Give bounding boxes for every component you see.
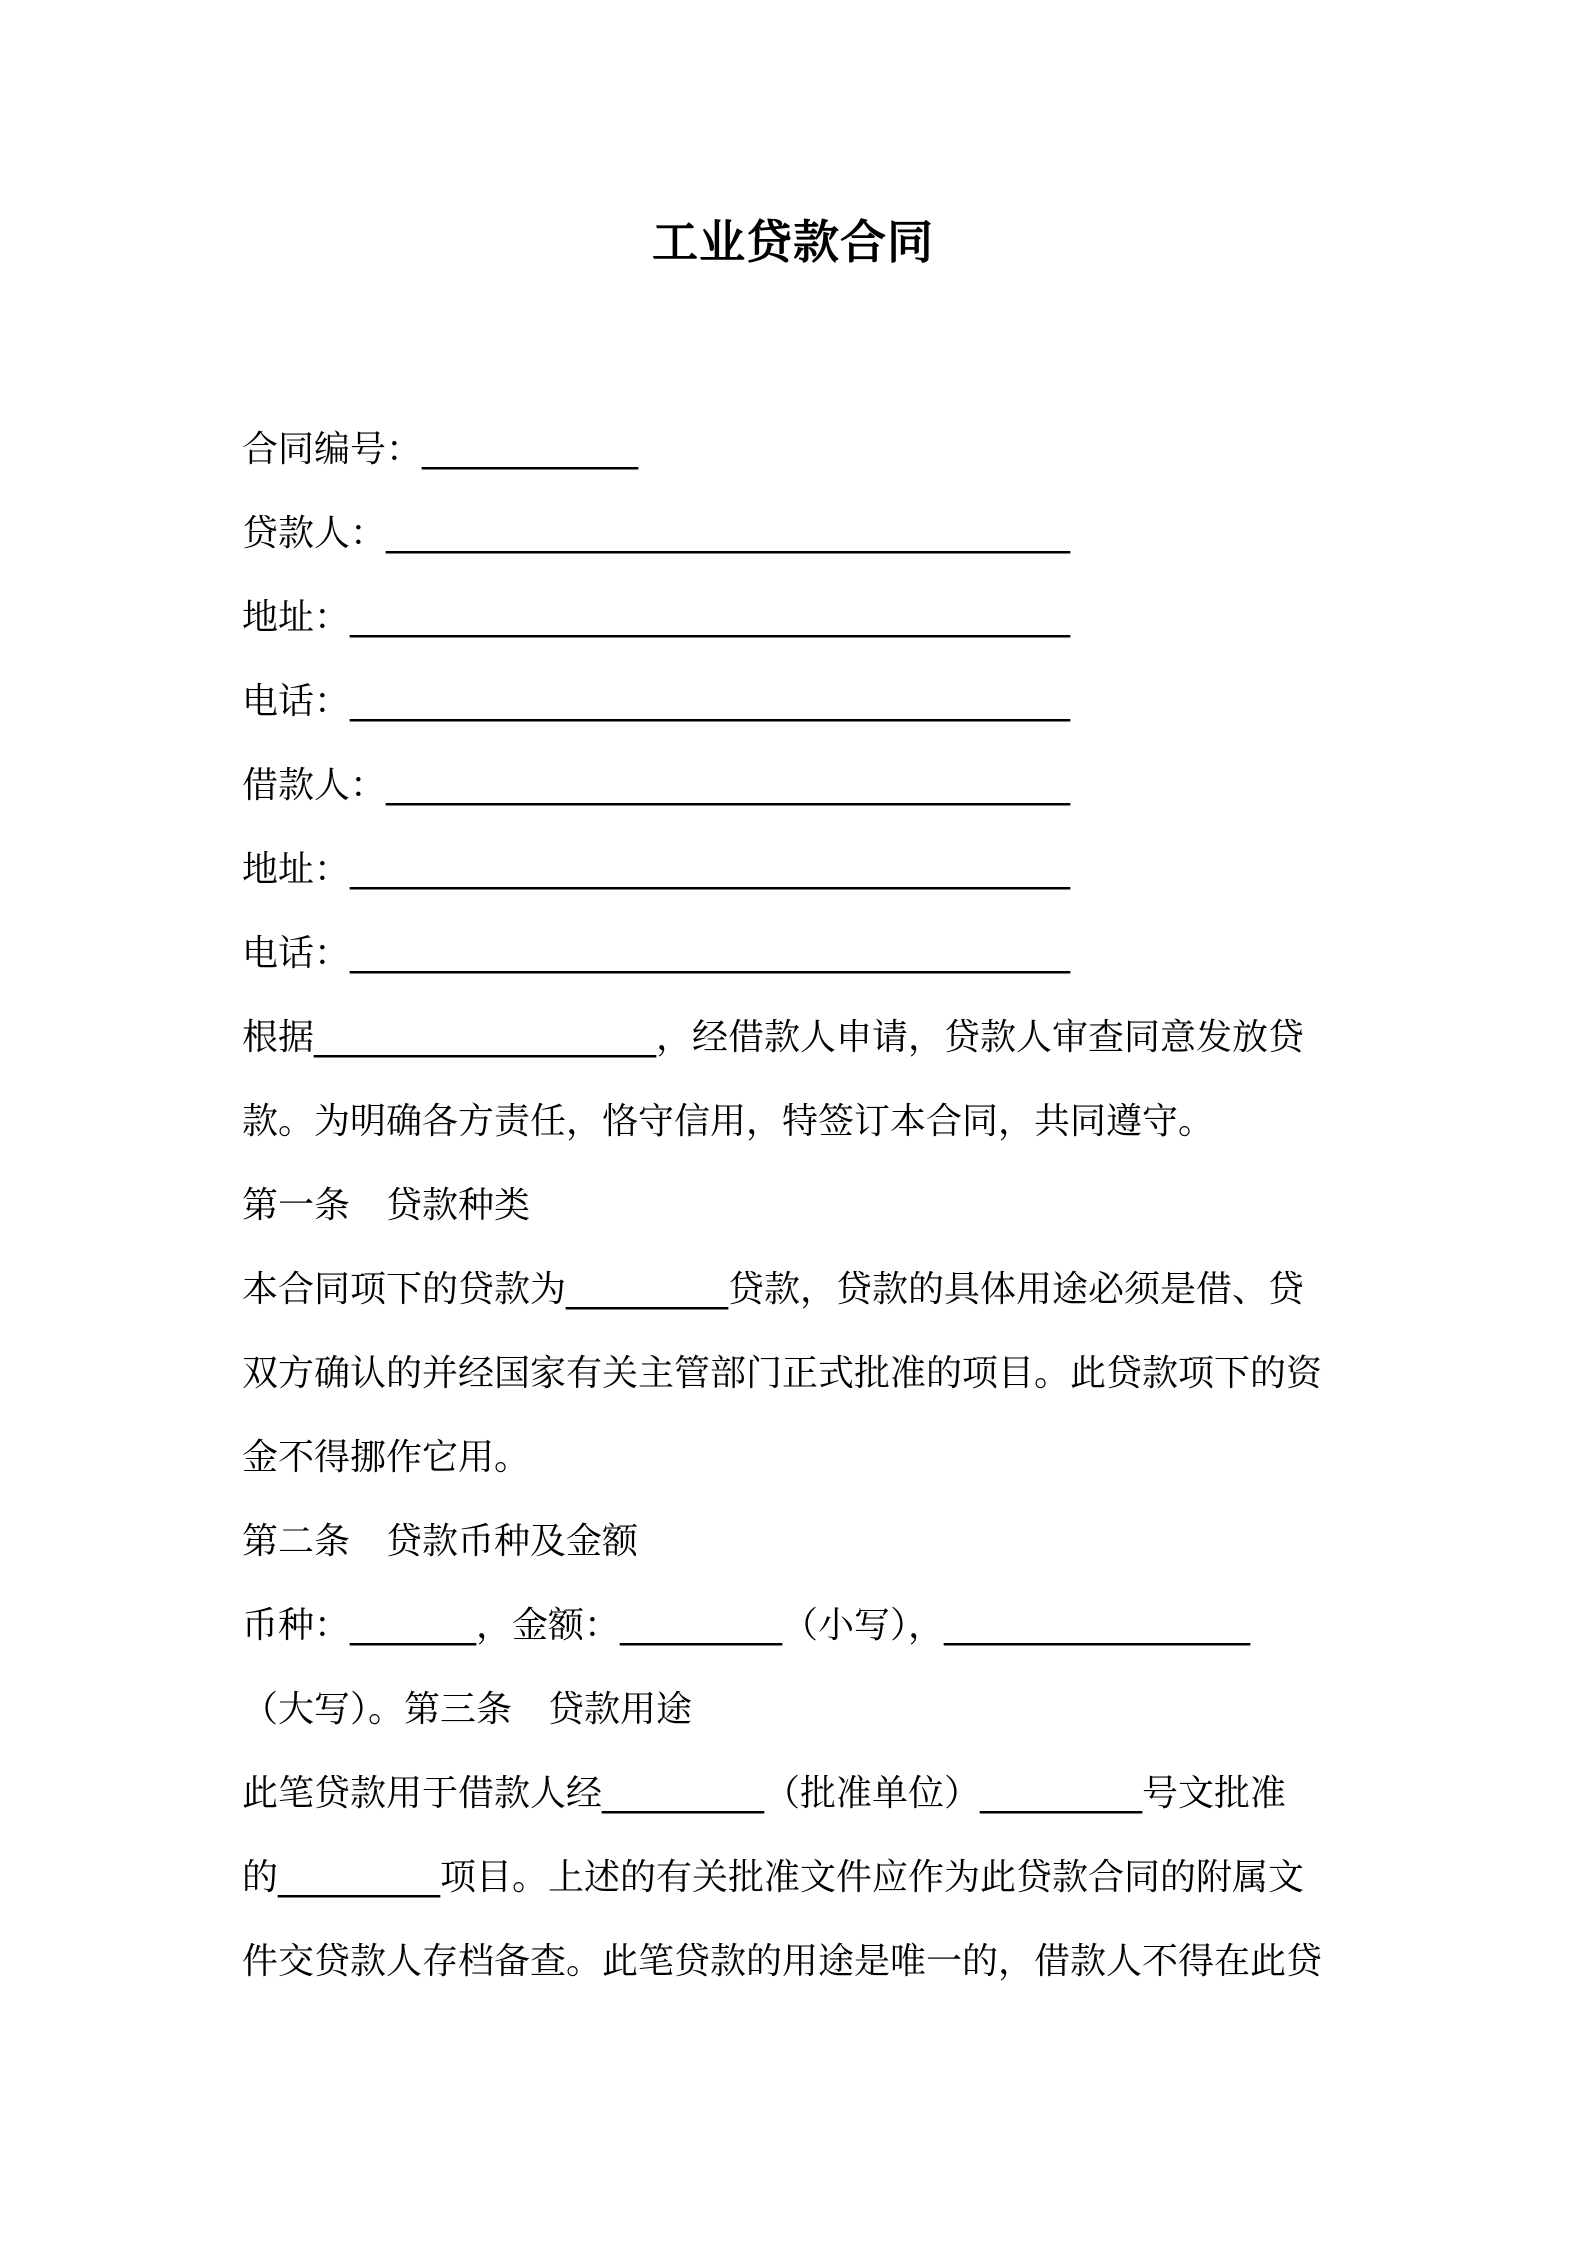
borrower-address-field [242,828,1352,912]
article-2-heading: 第二条 贷款币种及金额 [242,1521,639,1562]
borrower-field [242,744,1352,828]
field-blank: ________________________________________ [350,597,1071,638]
lender-field [242,492,1352,576]
article-2-line-2: （大写）。第三条 贷款用途 [242,1689,693,1730]
article-1-heading: 第一条 贷款种类 [242,1185,531,1226]
lender-address-field [242,576,1352,660]
article-2-line-1: 币种：_______，金额：_________（小写），_________________ [242,1605,1251,1646]
field-label: 贷款人： [242,513,387,554]
field-blank: ______________________________________ [386,513,1071,554]
article-1-line-2: 双方确认的并经国家有关主管部门正式批准的项目。此贷款项下的资 [242,1353,1323,1394]
document-title: 工业贷款合同 [652,215,934,269]
field-blank: ____________ [422,429,639,470]
article-3-line-3: 件交贷款人存档备查。此笔贷款的用途是唯一的，借款人不得在此贷 [242,1941,1323,1982]
document-body [242,408,1352,2004]
article-1-line-1: 本合同项下的贷款为_________贷款，贷款的具体用途必须是借、贷 [242,1269,1305,1310]
contract-number-field [242,408,1352,492]
field-label: 电话： [242,681,351,722]
borrower-phone-field [242,912,1352,996]
field-blank: ________________________________________ [350,681,1071,722]
field-blank: ________________________________________ [350,849,1071,890]
field-label: 地址： [242,849,351,890]
preamble-line-1: 根据___________________，经借款人申请，贷款人审查同意发放贷 [242,1017,1305,1058]
preamble-line-2: 款。为明确各方责任，恪守信用，特签订本合同，共同遵守。 [242,1101,1215,1142]
field-label: 合同编号： [242,429,423,470]
field-label: 借款人： [242,765,387,806]
lender-phone-field [242,660,1352,744]
field-label: 地址： [242,597,351,638]
article-1-line-3: 金不得挪作它用。 [242,1437,531,1478]
article-3-line-1: 此笔贷款用于借款人经_________（批准单位）_________号文批准 [242,1773,1287,1814]
field-blank: ________________________________________ [350,933,1071,974]
article-3-line-2: 的_________项目。上述的有关批准文件应作为此贷款合同的附属文 [242,1857,1305,1898]
field-blank: ______________________________________ [386,765,1071,806]
field-label: 电话： [242,933,351,974]
